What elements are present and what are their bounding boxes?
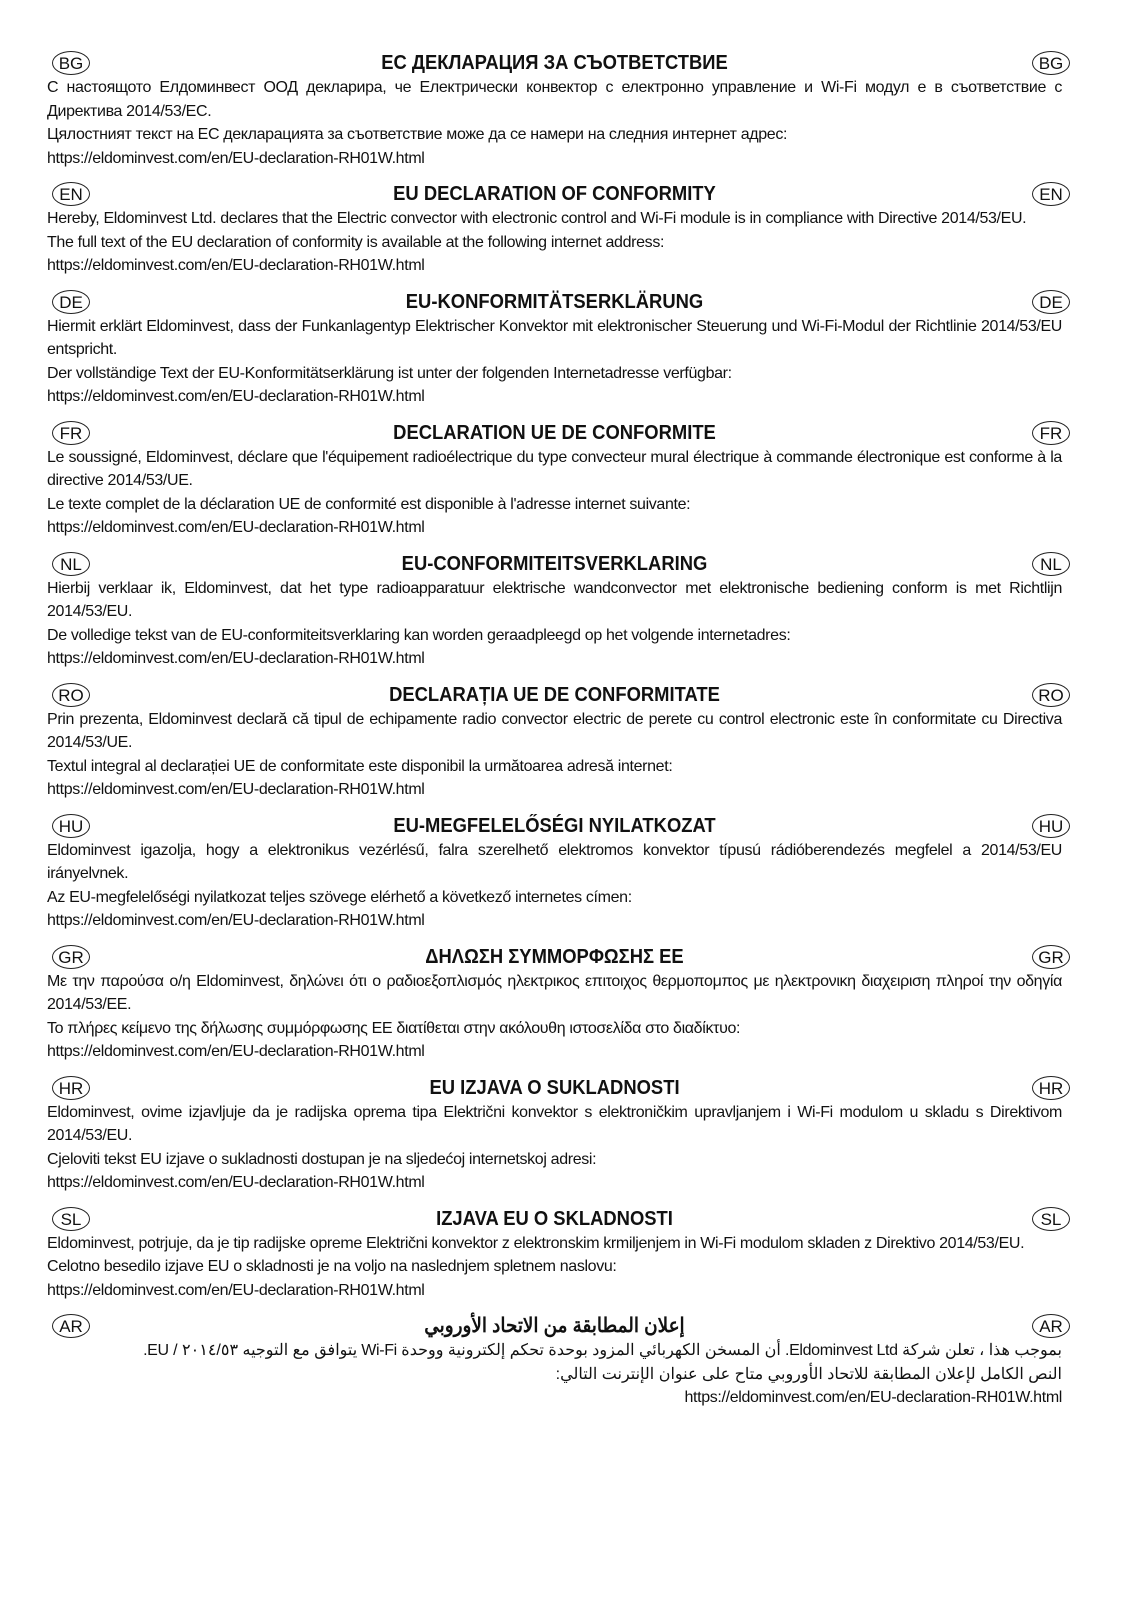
language-badge-left: HU <box>52 814 90 838</box>
conformity-statement: Με την παρούσα ο/η Eldominvest, δηλώνει ότι ο ραδιοεξοπλισμός ηλεκτρικος επιτοιχος θερμοπομπος με ηλεκτρονικη διαχειριση πληροί την οδηγία 2014/53/ΕΕ. <box>47 972 1062 1013</box>
section-title: DECLARAȚIA UE DE CONFORMITATE <box>389 683 720 706</box>
declaration-section-bg <box>47 48 1062 170</box>
section-header <box>47 549 1062 577</box>
declaration-url: https://eldominvest.com/en/EU-declaration-RH01W.html <box>47 519 425 536</box>
full-text-notice: The full text of the EU declaration of conformity is available at the following internet address: <box>47 233 665 251</box>
full-text-notice: Der vollständige Text der EU-Konformitätserklärung ist unter der folgenden Internetadresse verfügbar: <box>47 364 732 382</box>
section-header <box>47 179 1062 207</box>
section-title: EU-CONFORMITEITSVERKLARING <box>401 552 708 575</box>
full-text-notice: Το πλήρες κείμενο της δήλωσης συμμόρφωσης ΕΕ διατίθεται στην ακόλουθη ιστοσελίδα στο διαδίκτυο: <box>47 1019 741 1037</box>
declaration-section-sl <box>47 1204 1062 1303</box>
section-header <box>47 287 1062 315</box>
declaration-section-nl <box>47 549 1062 671</box>
declaration-section-en <box>47 179 1062 278</box>
language-badge-right: SL <box>1032 1207 1070 1231</box>
conformity-statement: Hierbij verklaar ik, Eldominvest, dat het type radioapparatuur elektrische wandconvector met elektronische bediening conform is met Richtlijn 2014/53/EU. <box>47 579 1062 620</box>
section-header <box>47 680 1062 708</box>
full-text-notice: Celotno besedilo izjave EU o skladnosti je na voljo na naslednjem spletnem naslovu: <box>47 1258 617 1275</box>
language-badge-left: FR <box>52 421 90 445</box>
full-text-notice: Le texte complet de la déclaration UE de conformité est disponible à l'adresse internet suivante: <box>47 495 691 513</box>
language-badge-right: FR <box>1032 421 1070 445</box>
section-title: EU IZJAVA O SUKLADNOSTI <box>429 1076 680 1099</box>
language-badge-left: SL <box>52 1207 90 1231</box>
full-text-notice: Цялостният текст на ЕС декларацията за съответствие може да се намери на следния интернет адрес: <box>47 126 788 143</box>
conformity-statement: Prin prezenta, Eldominvest declară că tipul de echipamente radio convector electric de perete cu control electronic este în conformitate cu Directiva 2014/53/UE. <box>47 710 1062 751</box>
full-text-notice: De volledige tekst van de EU-conformiteitsverklaring kan worden geraadpleegd op het volgende internetadres: <box>47 626 791 644</box>
full-text-notice: Textul integral al declarației UE de conformitate este disponibil la următoarea adresă internet: <box>47 757 673 775</box>
declaration-section-hu <box>47 811 1062 933</box>
language-badge-left: RO <box>52 683 90 707</box>
declaration-url: https://eldominvest.com/en/EU-declaration-RH01W.html <box>684 1389 1062 1406</box>
conformity-statement: Le soussigné, Eldominvest, déclare que l'équipement radioélectrique du type convecteur mural électrique à commande électronique est conforme à la directive 2014/53/UE. <box>47 448 1062 489</box>
sections-container <box>47 48 1062 1410</box>
language-badge-right: AR <box>1032 1314 1070 1338</box>
section-title: ΔΗΛΩΣΗ ΣΥΜΜΟΡΦΩΣΗΣ ΕΕ <box>425 945 684 968</box>
language-badge-left: NL <box>52 552 90 576</box>
language-badge-left: GR <box>52 945 90 969</box>
section-title: إعلان المطابقة من الاتحاد الأوروبي <box>424 1315 685 1337</box>
language-badge-right: RO <box>1032 683 1070 707</box>
language-badge-left: DE <box>52 290 90 314</box>
declaration-section-fr <box>47 418 1062 540</box>
language-badge-right: EN <box>1032 182 1070 206</box>
conformity-statement: بموجب هذا ، تعلن شركة Eldominvest Ltd. أن المسخن الكهربائي المزود بوحدة تحكم إلكترونية ووحدة Wi-Fi يتوافق مع التوجيه ٢٠١٤/٥٣ / EU. <box>143 1342 1062 1359</box>
section-header <box>47 942 1062 970</box>
declaration-url: https://eldominvest.com/en/EU-declaration-RH01W.html <box>47 149 425 167</box>
section-title: ЕС ДЕКЛАРАЦИЯ ЗА СЪОТВЕТСТВИЕ <box>381 52 728 74</box>
section-header <box>47 418 1062 446</box>
language-badge-left: HR <box>52 1076 90 1100</box>
section-title: EU DECLARATION OF CONFORMITY <box>393 183 716 205</box>
section-header <box>47 1204 1062 1232</box>
section-header <box>47 811 1062 839</box>
declaration-url: https://eldominvest.com/en/EU-declaration-RH01W.html <box>47 1043 425 1060</box>
conformity-statement: Hereby, Eldominvest Ltd. declares that the Electric convector with electronic control and Wi-Fi module is in compliance with Directive 2014/53/EU. <box>47 210 1027 227</box>
declaration-section-hr <box>47 1073 1062 1195</box>
language-badge-right: NL <box>1032 552 1070 576</box>
language-badge-left: BG <box>52 51 90 75</box>
declaration-url: https://eldominvest.com/en/EU-declaration-RH01W.html <box>47 650 425 667</box>
declaration-section-ar <box>47 1311 1062 1410</box>
conformity-statement: Hiermit erklärt Eldominvest, dass der Funkanlagentyp Elektrischer Konvektor mit elektronischer Steuerung und Wi-Fi-Modul der Richtlinie 2014/53/EU entspricht. <box>47 317 1062 358</box>
conformity-statement: Eldominvest, ovime izjavljuje da je radijska oprema tipa Električni konvektor s elektroničkim upravljanjem i Wi-Fi modulom u skladu s Direktivom 2014/53/EU. <box>47 1103 1062 1144</box>
language-badge-right: HR <box>1032 1076 1070 1100</box>
section-title: EU-MEGFELELŐSÉGI NYILATKOZAT <box>393 814 716 837</box>
declaration-url: https://eldominvest.com/en/EU-declaration-RH01W.html <box>47 388 425 405</box>
declaration-url: https://eldominvest.com/en/EU-declaration-RH01W.html <box>47 912 425 929</box>
section-title: IZJAVA EU O SKLADNOSTI <box>436 1207 673 1230</box>
declaration-url: https://eldominvest.com/en/EU-declaration-RH01W.html <box>47 1281 425 1299</box>
language-badge-right: BG <box>1032 51 1070 75</box>
declaration-url: https://eldominvest.com/en/EU-declaration-RH01W.html <box>47 781 425 798</box>
language-badge-right: GR <box>1032 945 1070 969</box>
language-badge-right: HU <box>1032 814 1070 838</box>
section-title: DECLARATION UE DE CONFORMITE <box>393 421 716 444</box>
section-title: EU-KONFORMITÄTSERKLÄRUNG <box>405 290 704 313</box>
conformity-statement: С настоящото Елдоминвест ООД декларира, че Електрически конвектор с електронно управление и Wi-Fi модул е в съответствие с Директива 2014/53/ЕС. <box>47 79 1062 120</box>
full-text-notice: Az EU-megfelelőségi nyilatkozat teljes szövege elérhető a következő internetes címen: <box>47 888 632 906</box>
language-badge-left: AR <box>52 1314 90 1338</box>
declaration-section-de <box>47 287 1062 409</box>
declaration-section-ro <box>47 680 1062 802</box>
full-text-notice: النص الكامل لإعلان المطابقة للاتحاد الأوروبي متاح على عنوان الإنترنت التالي: <box>555 1365 1062 1383</box>
declaration-url: https://eldominvest.com/en/EU-declaration-RH01W.html <box>47 257 425 274</box>
declaration-url: https://eldominvest.com/en/EU-declaration-RH01W.html <box>47 1174 425 1191</box>
section-header <box>47 1311 1062 1339</box>
full-text-notice: Cjeloviti tekst EU izjave o sukladnosti dostupan je na sljedećoj internetskoj adresi: <box>47 1150 597 1168</box>
section-header <box>47 1073 1062 1101</box>
declaration-section-gr <box>47 942 1062 1064</box>
language-badge-right: DE <box>1032 290 1070 314</box>
language-badge-left: EN <box>52 182 90 206</box>
conformity-statement: Eldominvest, potrjuje, da je tip radijske opreme Električni konvektor z elektronskim krmiljenjem in Wi-Fi modulom skladen z Direktivo 2014/53/EU. <box>47 1234 1025 1252</box>
conformity-statement: Eldominvest igazolja, hogy a elektronikus vezérlésű, falra szerelhető elektromos konvektor típusú rádióberendezés megfelel a 2014/53/EU irányelvnek. <box>47 841 1062 882</box>
section-header <box>47 48 1062 76</box>
